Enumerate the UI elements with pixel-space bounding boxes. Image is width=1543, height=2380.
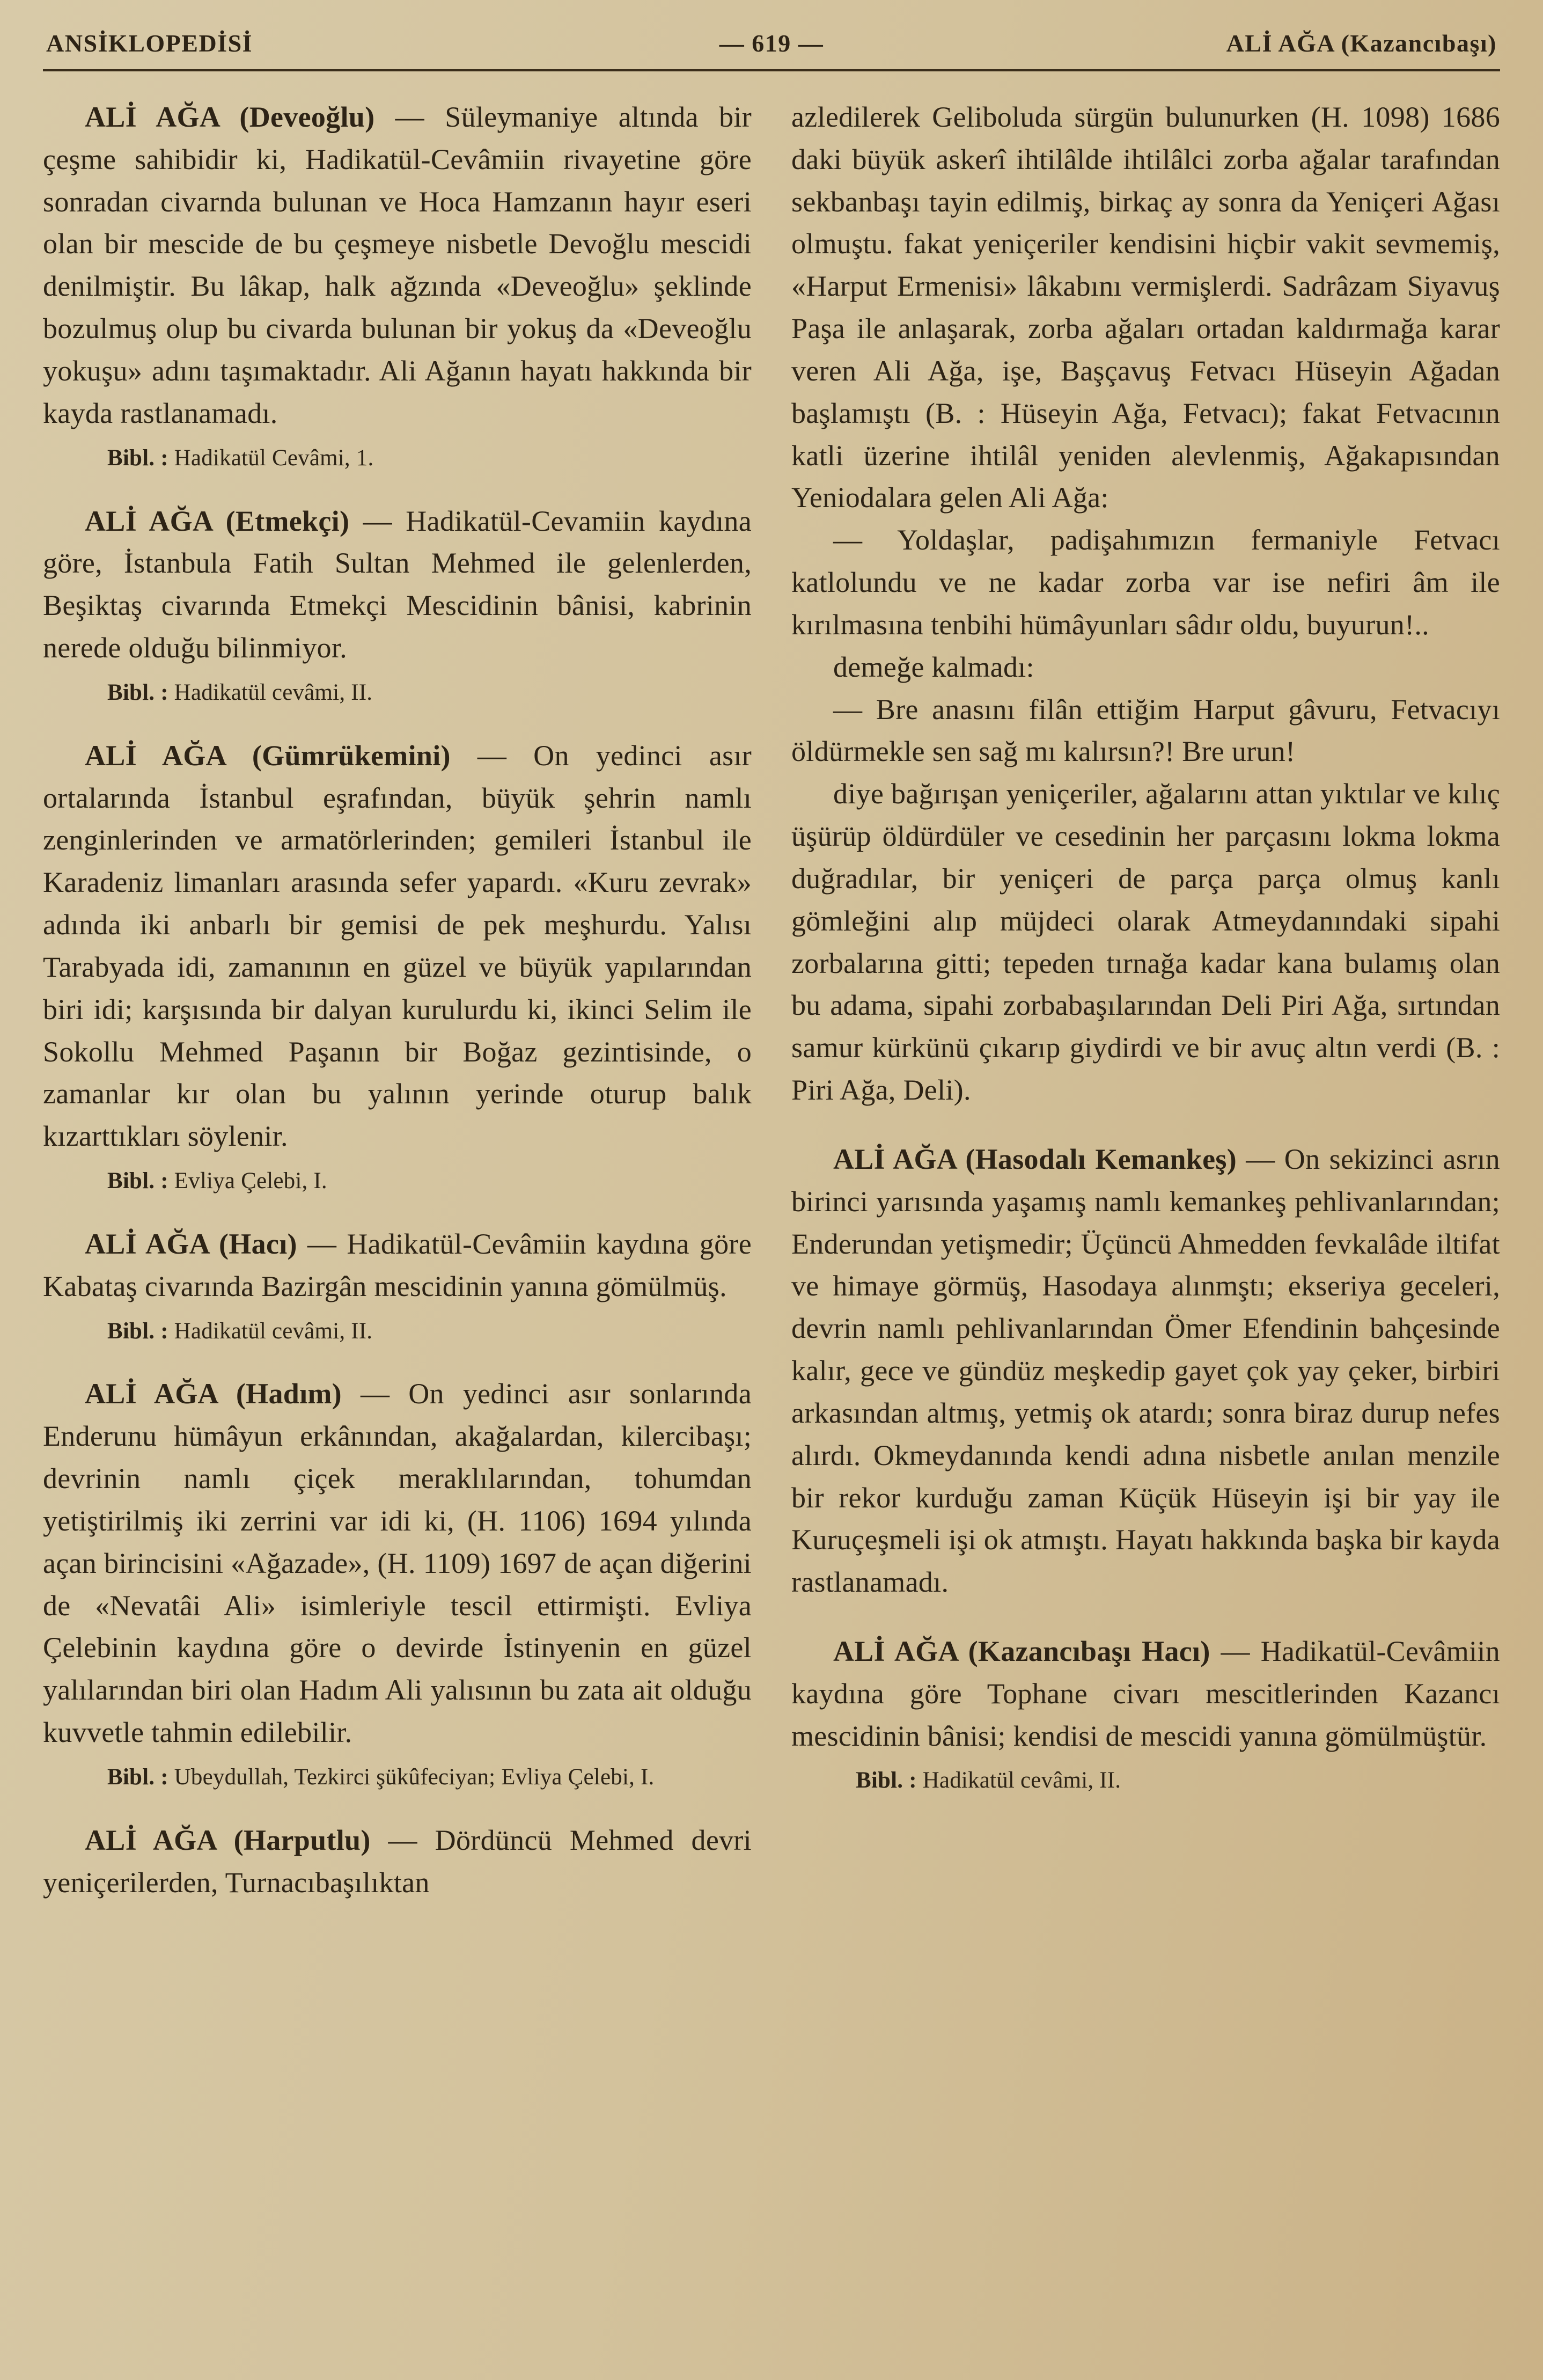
dialogue-paragraph: — Yoldaşlar, padişahımızın fermaniyle Fetvacı katlolundu ve ne kadar zorba var ise nefiri âm ile kırılmasına tenbihi hümâyunları sâdır oldu, buyurun!.. xyxy=(791,524,1500,641)
page-header xyxy=(43,26,1500,69)
bibliography-label: Bibl. : xyxy=(107,679,168,705)
bibliography-text: Evliya Çelebi, I. xyxy=(174,1168,327,1193)
text-columns xyxy=(43,96,1500,1903)
bibliography-line xyxy=(107,1166,752,1196)
header-rule xyxy=(43,69,1500,71)
bibliography-line xyxy=(107,678,752,708)
entry-paragraph-deveoglu xyxy=(43,96,752,435)
bibliography-text: Hadikatül cevâmi, II. xyxy=(174,1318,373,1344)
entry-paragraph-hasodali-kemankes xyxy=(791,1138,1500,1603)
bibliography-line xyxy=(856,1766,1500,1796)
entry-title: ALİ AĞA (Hasodalı Kemankeş) xyxy=(833,1143,1237,1175)
entry-paragraph-kazancibasi-haci xyxy=(791,1630,1500,1757)
bibliography-line xyxy=(107,443,752,473)
entry-body: — Süleymaniye altında bir çeşme sahibidir ki, Hadikatül-Cevâmiin rivayetine göre sonradan civarnda bulunan ve Hoca Hamzanın hayır eseri olan bir mescide de bu çeşmeye nisbetle Devoğlu mescidi denilmiştir. Bu lâkap, halk ağzında «Deveoğlu» şeklinde bozulmuş olup bu civarda bulunan bir yokuş da «Deveoğlu yokuşu» adını taşımaktadır. Ali Ağanın hayatı hakkında bir kayda rastlanamadı. xyxy=(43,101,752,429)
bibliography-line xyxy=(107,1762,752,1792)
bibliography-text: Hadikatül cevâmi, II. xyxy=(922,1768,1121,1793)
entry-paragraph-gumrukemini xyxy=(43,735,752,1158)
entry-body: — On yedinci asır sonlarında Enderunu hümâyun erkânından, akağalardan, kilercibaşı; devrinin namlı çiçek meraklılarından, tohumdan yetiştirilmiş iki zerrini var idi ki, (H. 1106) 1694 yılında açan birincisini «Ağazade», (H. 1109) 1697 de açan diğerini de «Nevatâi Ali» isimleriyle tescil ettirmişti. Evliya Çelebinin kaydına göre o devirde İstinyenin en güzel yalılarından biri olan Hadım Ali yalısının bu zata ait olduğu kuvvetle tahmin edilebilir. xyxy=(43,1378,752,1749)
bibliography-text: Ubeydullah, Tezkirci şükûfeciyan; Evliya Çelebi, I. xyxy=(174,1764,655,1790)
entry-title: ALİ AĞA (Deveoğlu) xyxy=(85,101,375,133)
entry-paragraph-haci xyxy=(43,1223,752,1308)
entry-body: — Hadikatül-Cevâmiin kaydına göre Tophane civarı mescitlerinden Kazancı mescidinin bânisi; kendisi de mescidi yanına gömülmüştür. xyxy=(791,1635,1500,1752)
left-column xyxy=(43,96,752,1903)
bibliography-label: Bibl. : xyxy=(107,1764,168,1790)
bibliography-text: Hadikatül Cevâmi, 1. xyxy=(174,445,374,471)
entry-body: — Dördüncü Mehmed devri yeniçerilerden, Turnacıbaşılıktan xyxy=(43,1824,752,1899)
entry-title: ALİ AĞA (Hadım) xyxy=(85,1378,342,1410)
narration-paragraph: demeğe kalmadı: xyxy=(833,650,1034,683)
entry-body: — Hadikatül-Cevamiin kaydına göre, İstanbula Fatih Sultan Mehmed ile gelenlerden, Beşiktaş civarında Etmekçi Mescidinin bânisi, kabrinin nerede olduğu bilinmiyor. xyxy=(43,504,752,664)
entry-body: — On sekizinci asrın birinci yarısında yaşamış namlı kemankeş pehlivanlarından; Enderundan yetişmedir; Üçüncü Ahmedden fevkalâde iltifat ve himaye görmüş, Hasodaya alınmştı; ekseriya geceleri, devrin namlı pehlivanlarından Ömer Efendinin bahçesinde kalır, gece ve gündüz meşkedip gayet çok yay çeker, birbiri arkasından altmış, yetmiş ok atardı; sonra biraz durup nefes alırdı. Okmeydanında kendi adına nisbetle anılan menzile bir rekor kurduğu zaman Küçük Hüseyin işi bir yay ile Kuruçeşmeli işi ok atmıştı. Hayatı hakkında başka bir kayda rastlanamadı. xyxy=(791,1143,1500,1599)
bibliography-label: Bibl. : xyxy=(856,1768,917,1793)
page-number: — 619 — xyxy=(719,30,824,57)
header-running-title: ANSİKLOPEDİSİ xyxy=(46,30,253,57)
dialogue-paragraph: — Bre anasını filân ettiğim Harput gâvuru, Fetvacıyı öldürmekle sen sağ mı kalırsın?! Bre urun! xyxy=(791,693,1500,768)
right-column xyxy=(791,96,1500,1903)
entry-body: — On yedinci asır ortalarında İstanbul eşrafından, büyük şehrin namlı zenginlerinden ve armatörlerinden; gemileri İstanbul ile Karadeniz limanları arasında sefer yapardı. «Kuru zevrak» adında iki anbarlı bir gemisi de pek meşhurdu. Yalısı Tarabyada idi, zamanının en güzel ve büyük yapılarından biri idi; karşısında bir dalyan kurulurdu ki, ikinci Selim ile Sokollu Mehmed Paşanın bir Boğaz gezintisinde, o zamanlar kır olan bu yalının yerinde oturup balık kızarttıkları söylenir. xyxy=(43,739,752,1153)
header-entry-title: ALİ AĞA (Kazancıbaşı) xyxy=(1226,30,1497,57)
narration-paragraph: diye bağırışan yeniçeriler, ağalarını attan yıktılar ve kılıç üşürüp öldürdüler ve cesedinin her parçasını lokma lokma duğradılar, bir yeniçeri de parça parça olmuş kanlı gömleğini alıp müjdeci olarak Atmeydanındaki sipahi zorbalarına gitti; tepeden tırnağa kadar kana bulamış olan bu adama, sipahi zorbabaşılarından Deli Piri Ağa, sırtından samur kürkünü çıkarıp giydirdi ve bir avuç altın verdi (B. : Piri Ağa, Deli). xyxy=(791,778,1500,1107)
entry-paragraph-harputlu xyxy=(43,1819,752,1904)
bibliography-label: Bibl. : xyxy=(107,1318,168,1344)
entry-title: ALİ AĞA (Harputlu) xyxy=(85,1824,371,1856)
bibliography-text: Hadikatül cevâmi, II. xyxy=(174,679,373,705)
bibliography-label: Bibl. : xyxy=(107,1168,168,1193)
continuation-paragraph-harputlu: azledilerek Geliboluda sürgün bulunurken (H. 1098) 1686 daki büyük askerî ihtilâlde ihtilâlci zorba ağalar tarafından sekbanbaşı tayin edilmiş, birkaç ay sonra da Yeniçeri Ağası olmuştu. fakat yeniçeriler kendisini hiçbir vakit sevmemiş, «Harput Ermenisi» lâkabını vermişlerdi. Sadrâzam Siyavuş Paşa ile anlaşarak, zorba ağaları ortadan kaldırmağa karar veren Ali Ağa, işe, Başçavuş Fetvacı Hüseyin Ağadan başlamıştı (B. : Hüseyin Ağa, Fetvacı); fakat Fetvacının katli üzerine ihtilâl yeniden alevlenmiş, Ağakapısından Yeniodalara gelen Ali Ağa: xyxy=(791,101,1500,514)
bibliography-label: Bibl. : xyxy=(107,445,168,471)
entry-title: ALİ AĞA (Gümrükemini) xyxy=(85,739,451,772)
entry-paragraph-etmekci xyxy=(43,500,752,669)
entry-paragraph-hadim xyxy=(43,1373,752,1753)
entry-title: ALİ AĞA (Hacı) xyxy=(85,1227,297,1260)
bibliography-line xyxy=(107,1316,752,1346)
entry-title: ALİ AĞA (Etmekçi) xyxy=(85,504,350,537)
entry-title: ALİ AĞA (Kazancıbaşı Hacı) xyxy=(833,1635,1210,1667)
entry-body: — Hadikatül-Cevâmiin kaydına göre Kabataş civarında Bazirgân mescidinin yanına gömülmüş. xyxy=(43,1227,752,1302)
